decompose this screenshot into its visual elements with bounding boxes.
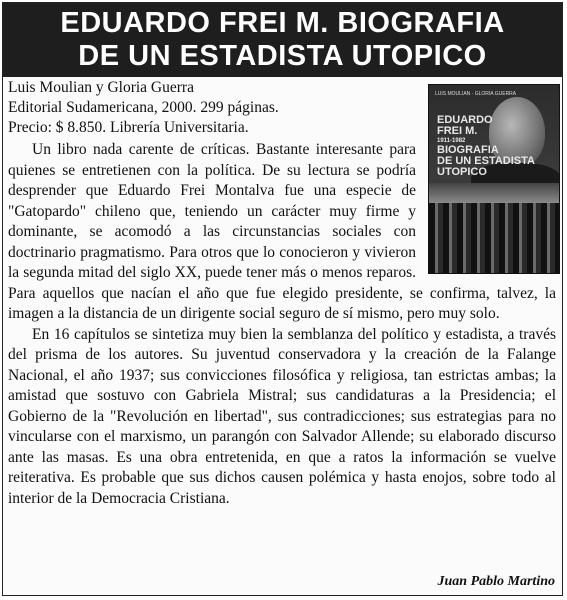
publisher: Editorial Sudamericana, 2000. 299 páginas. [8,99,279,116]
headline-banner [3,3,562,77]
authors: Luis Moulian y Gloria Guerra [8,79,194,96]
price: Precio: $ 8.850. Librería Universitaria. [8,119,249,136]
review-paragraph-1: Un libro nada carente de críticas. Bastante interesante para quienes se entretienen con la política. De su lectura se podría desprender que Eduardo Frei Montalva fue una especie de "Gatopardo" chileno que, teniendo un carácter muy firme y dominante, se acomodó a las circunstancias sociales con doctrinario pragmatismo. Para otros que lo conocieron y vivieron la segunda mitad del siglo XX, puede tener más o menos reparos. Para aquellos que nacían el año que fue elegido presidente, se confirma, talvez, la imagen a la distancia de un dirigente social seguro de sí mismo, pero muy solo. [8,141,556,322]
cover-title-line-2: FREI M. [437,125,478,137]
headline-line-2: DE UN ESTADISTA UTOPICO [78,40,487,72]
review-body [8,140,556,509]
cover-title-line-5: UTOPICO [437,166,487,178]
cover-title-line-3: BIOGRAFIA [437,144,499,156]
cover-author-line: LUIS MOULIAN · GLORIA GUERRA [435,91,517,97]
review-paragraph-2: En 16 capítulos se sintetiza muy bien la semblanza del político y estadista, a través del prisma de los autores. Su juventud conservadora y la creación de la Falange Nacional, el año 1937; sus convicciones filosófica y religiosa, tan estrictas ambas; la amistad que sostuvo con Gabriela Mistral; sus candidaturas a la Presidencia; el Gobierno de la "Revolución en libertad", sus contradicciones; sus estrategias para no vincularse con el marxismo, un parangón con Salvador Allende; su elaborado discurso ante las masas. Es una obra entretenida, en que a ratos la información se vuelve reiterativa. Es probable que sus dichos causen polémica y hasta enojos, sobre todo al interior de la Democracia Cristiana. [8,325,556,507]
cover-title-line-4: DE UN ESTADISTA [437,155,535,167]
cover-title-line-1: EDUARDO [437,114,493,126]
book-details [8,78,418,138]
headline-line-1: EDUARDO FREI M. BIOGRAFIA [60,7,505,39]
reviewer-signature: Juan Pablo Martino [437,574,555,589]
cover-years: 1911-1982 [437,138,466,144]
